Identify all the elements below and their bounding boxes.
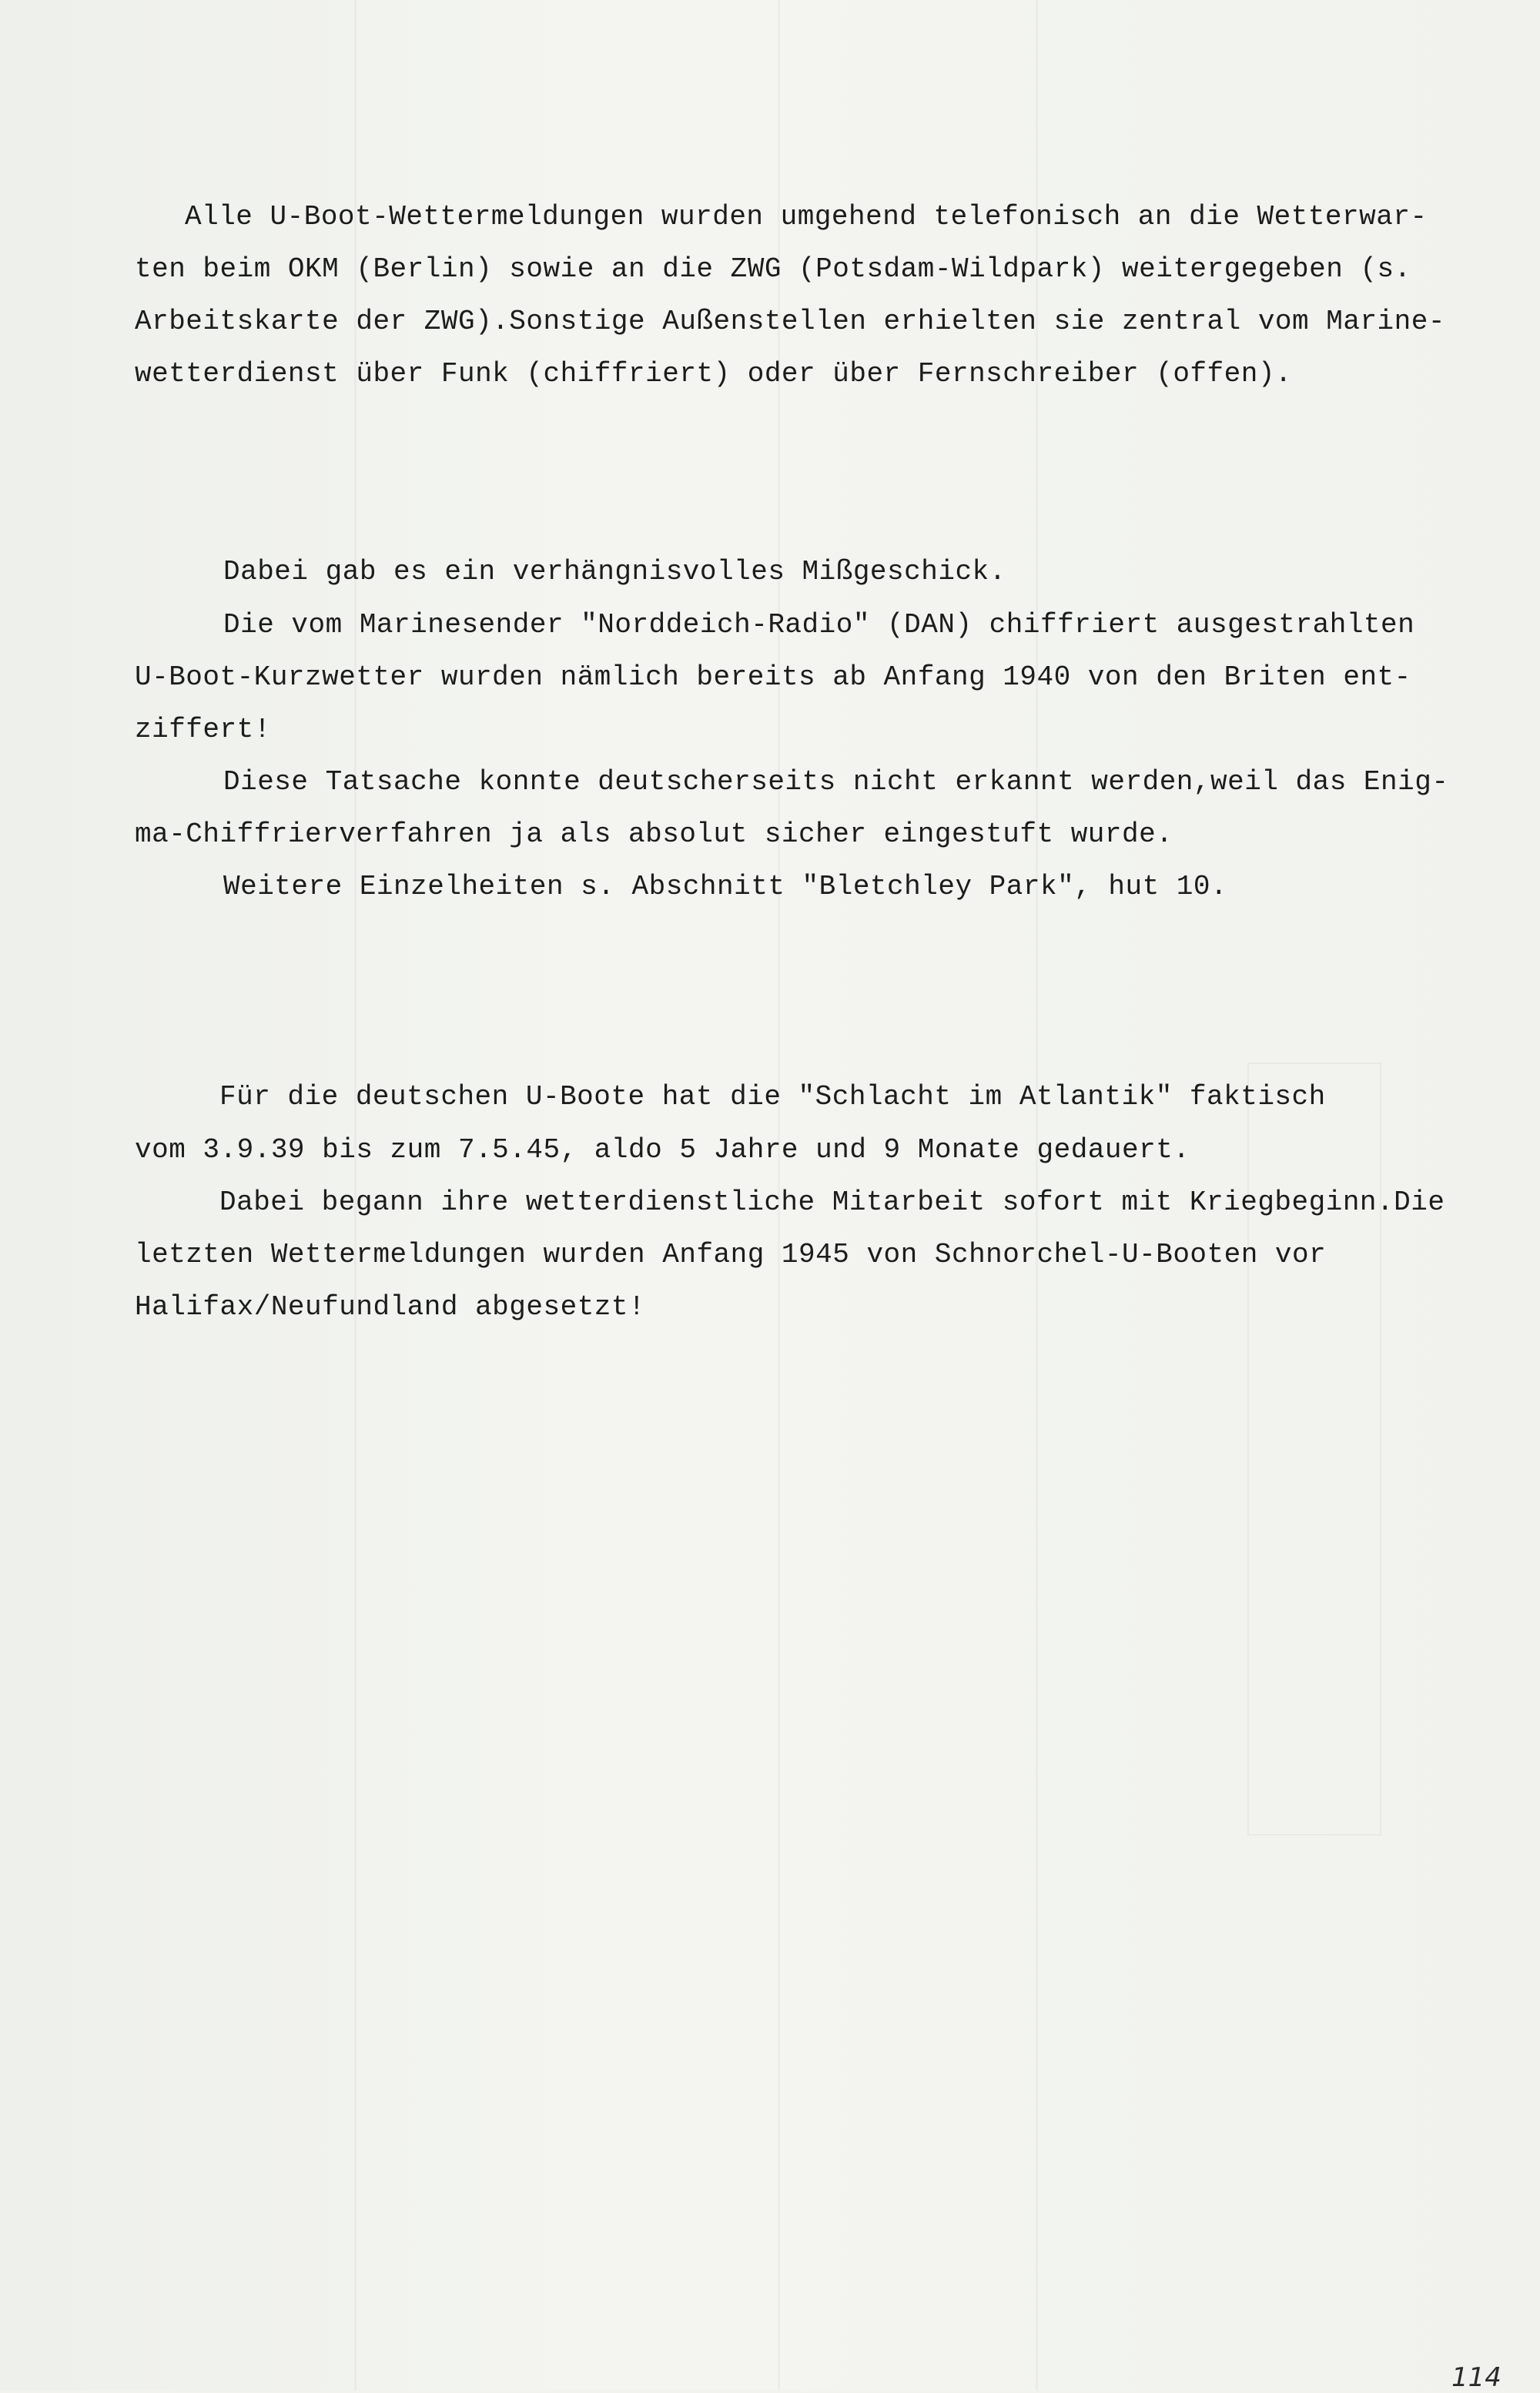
text-line: ten beim OKM (Berlin) sowie an die ZWG (Potsdam-Wildpark) weitergegeben (s. [135,253,1411,285]
page-number: 114 [1451,2362,1502,2393]
text-line: ziffert! [135,714,271,745]
text-line: Weitere Einzelheiten s. Abschnitt "Bletchley Park", hut 10. [223,871,1228,902]
text-line: Arbeitskarte der ZWG).Sonstige Außenstellen erhielten sie zentral vom Marine- [135,306,1445,337]
show-through-box [1247,1063,1381,1836]
text-line: Halifax/Neufundland abgesetzt! [135,1291,646,1323]
text-line: Diese Tatsache konnte deutscherseits nicht erkannt werden,weil das Enig- [223,766,1449,798]
text-line: U-Boot-Kurzwetter wurden nämlich bereits ab Anfang 1940 von den Briten ent- [135,661,1411,693]
text-line: Für die deutschen U-Boote hat die "Schlacht im Atlantik" faktisch [219,1081,1326,1113]
text-line: wetterdienst über Funk (chiffriert) oder über Fernschreiber (offen). [135,358,1293,390]
text-line: ma-Chiffrierverfahren ja als absolut sicher eingestuft wurde. [135,818,1173,850]
text-line: letzten Wettermeldungen wurden Anfang 1945 von Schnorchel-U-Booten vor [135,1239,1327,1270]
text-line: Alle U-Boot-Wettermeldungen wurden umgehend telefonisch an die Wetterwar- [185,201,1428,233]
text-line: vom 3.9.39 bis zum 7.5.45, aldo 5 Jahre und 9 Monate gedauert. [135,1134,1190,1166]
text-line: Dabei gab es ein verhängnisvolles Mißgeschick. [223,556,1006,587]
text-line: Dabei begann ihre wetterdienstliche Mitarbeit sofort mit Kriegbeginn.Die [219,1186,1445,1218]
text-line: Die vom Marinesender "Norddeich-Radio" (DAN) chiffriert ausgestrahlten [223,609,1415,641]
